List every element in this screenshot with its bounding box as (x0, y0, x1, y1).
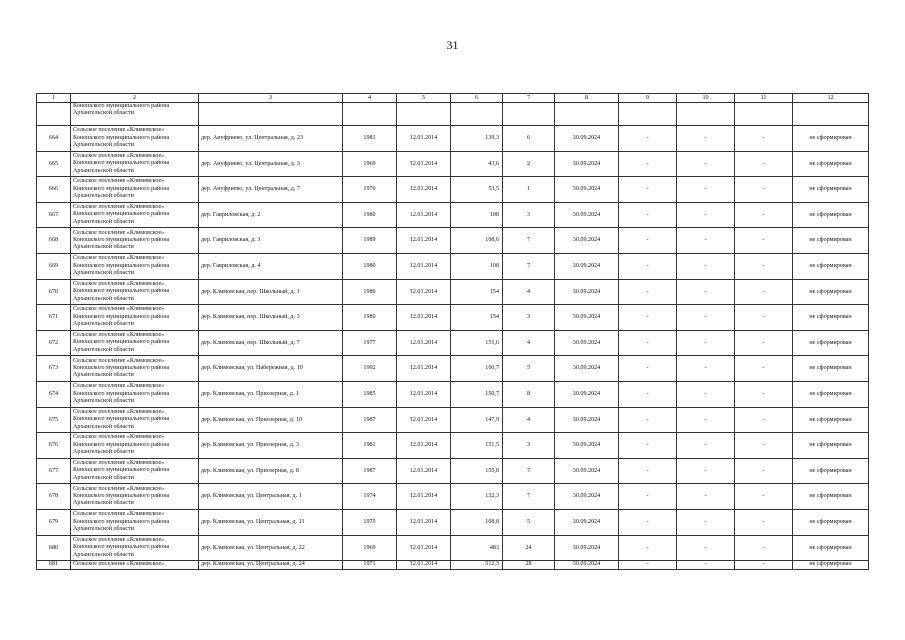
cell-col11: - (735, 407, 793, 433)
cell-col11: - (735, 228, 793, 254)
cell-area: 108,8 (451, 509, 503, 535)
cell-col11: - (735, 279, 793, 305)
cell-deadline: 30.09.2024 (555, 126, 619, 152)
table-row (37, 407, 869, 433)
cell-year: 1980 (343, 202, 397, 228)
cell-date: 12.01.2014 (397, 305, 451, 331)
cell-date: 12.01.2014 (397, 356, 451, 382)
cell-year: 1989 (343, 228, 397, 254)
cell-num: 673 (37, 356, 71, 382)
cell-year: 1981 (343, 126, 397, 152)
cell-deadline: 30.09.2024 (555, 458, 619, 484)
cell-count: 3 (503, 202, 555, 228)
cell-year: 1969 (343, 151, 397, 177)
table-header (37, 94, 869, 103)
cell-col9: - (619, 177, 677, 203)
cell-address: дер. Ануфриево, ул. Центральная, д. 7 (199, 177, 343, 203)
cell-area: 43,6 (451, 151, 503, 177)
cell-num: 681 (37, 561, 71, 570)
cell-year: 1987 (343, 407, 397, 433)
cell-num (37, 103, 71, 126)
cell-year: 1970 (343, 177, 397, 203)
column-header-12: 12 (793, 94, 869, 103)
cell-col11: - (735, 177, 793, 203)
cell-date: 12.01.2014 (397, 202, 451, 228)
cell-col9: - (619, 509, 677, 535)
cell-col9: - (619, 484, 677, 510)
cell-address: дер. Климовская, ул. Приозерная, д. 10 (199, 407, 343, 433)
cell-num: 664 (37, 126, 71, 152)
cell-count: 4 (503, 330, 555, 356)
table-row (37, 279, 869, 305)
cell-area: 512,3 (451, 561, 503, 570)
cell-col9: - (619, 228, 677, 254)
cell-num: 679 (37, 509, 71, 535)
column-header-10: 10 (677, 94, 735, 103)
cell-status: не сформирован (793, 535, 869, 561)
cell-year: 1981 (343, 433, 397, 459)
cell-address: дер. Климовская, пер. Школьный, д. 7 (199, 330, 343, 356)
cell-name: Сельское поселение «Климовское» Коношского муниципального района Архангельской области (71, 484, 199, 510)
column-header-3: 3 (199, 94, 343, 103)
cell-area: 150,7 (451, 381, 503, 407)
table-row (37, 356, 869, 382)
cell-status: не сформирован (793, 561, 869, 570)
cell-col10: - (677, 228, 735, 254)
column-header-1: 1 (37, 94, 71, 103)
cell-num: 666 (37, 177, 71, 203)
cell-area: 139,3 (451, 126, 503, 152)
cell-col11: - (735, 561, 793, 570)
table-row (37, 535, 869, 561)
cell-year: 1980 (343, 253, 397, 279)
table-row (37, 126, 869, 152)
continuation-row (37, 103, 869, 126)
cell-year: 1992 (343, 356, 397, 382)
cell-date: 12.01.2014 (397, 561, 451, 570)
cell-col10: - (677, 151, 735, 177)
housing-table-container (36, 93, 868, 570)
cell-year: 1974 (343, 484, 397, 510)
cell-status: не сформирован (793, 458, 869, 484)
cell-status: не сформирован (793, 126, 869, 152)
cell-col9 (619, 103, 677, 126)
cell-area: 132,3 (451, 484, 503, 510)
cell-status: не сформирован (793, 279, 869, 305)
cell-col10: - (677, 458, 735, 484)
cell-num: 671 (37, 305, 71, 331)
cell-col9: - (619, 458, 677, 484)
cell-col10: - (677, 484, 735, 510)
cell-address: дер. Ануфриево, ул. Центральная, д. 23 (199, 126, 343, 152)
cell-count: 5 (503, 509, 555, 535)
cell-date: 12.01.2014 (397, 253, 451, 279)
cell-name: Сельское поселение «Климовское» Коношского муниципального района Архангельской области (71, 228, 199, 254)
cell-name: Сельское поселение «Климовское» Коношского муниципального района Архангельской области (71, 509, 199, 535)
cell-status: не сформирован (793, 202, 869, 228)
cell-name: Сельское поселение «Климовское» Коношского муниципального района Архангельской области (71, 407, 199, 433)
cell-col9: - (619, 356, 677, 382)
cell-count: 7 (503, 458, 555, 484)
cell-num: 670 (37, 279, 71, 305)
table-row (37, 202, 869, 228)
cell-address: дер. Климовская, пер. Школьный, д. 1 (199, 279, 343, 305)
cell-year: 1985 (343, 381, 397, 407)
cell-status: не сформирован (793, 305, 869, 331)
cell-count: 8 (503, 381, 555, 407)
cell-address: дер. Климовская, ул. Центральная, д. 22 (199, 535, 343, 561)
cell-col10: - (677, 279, 735, 305)
cell-col10: - (677, 433, 735, 459)
cell-col10: - (677, 561, 735, 570)
cell-count: 5 (503, 356, 555, 382)
header-row (37, 94, 869, 103)
cell-address: дер. Гавриловская, д. 2 (199, 202, 343, 228)
cell-address: дер. Климовская, ул. Приозерная, д. 1 (199, 381, 343, 407)
cell-col9: - (619, 407, 677, 433)
cell-status: не сформирован (793, 381, 869, 407)
table-row (37, 151, 869, 177)
column-header-8: 8 (555, 94, 619, 103)
cell-year: 1980 (343, 279, 397, 305)
cell-count: 6 (503, 126, 555, 152)
table-row (37, 177, 869, 203)
cell-col11: - (735, 484, 793, 510)
cell-date: 12.01.2014 (397, 535, 451, 561)
cell-year: 1980 (343, 305, 397, 331)
cell-num: 675 (37, 407, 71, 433)
cell-status (793, 103, 869, 126)
cell-name: Коношского муниципального района Архангельской области (71, 103, 199, 126)
cell-status: не сформирован (793, 433, 869, 459)
cell-col9: - (619, 381, 677, 407)
cell-date: 12.01.2014 (397, 484, 451, 510)
cell-date: 12.01.2014 (397, 509, 451, 535)
table-row (37, 484, 869, 510)
cell-name: Сельское поселение «Климовское» Коношского муниципального района Архангельской области (71, 535, 199, 561)
cell-col9: - (619, 151, 677, 177)
cell-num: 677 (37, 458, 71, 484)
cell-count: 28 (503, 561, 555, 570)
cell-count: 4 (503, 279, 555, 305)
cell-count: 4 (503, 407, 555, 433)
cell-deadline: 30.09.2024 (555, 484, 619, 510)
cell-area: 483 (451, 535, 503, 561)
cell-area: 100,7 (451, 356, 503, 382)
cell-col11 (735, 103, 793, 126)
cell-area: 53,5 (451, 177, 503, 203)
cell-address: дер. Климовская, ул. Центральная, д. 24 (199, 561, 343, 570)
cell-area: 154 (451, 279, 503, 305)
cell-status: не сформирован (793, 509, 869, 535)
cell-status: не сформирован (793, 484, 869, 510)
cell-col10: - (677, 177, 735, 203)
cell-num: 674 (37, 381, 71, 407)
cell-status: не сформирован (793, 407, 869, 433)
cell-date (397, 103, 451, 126)
cell-name: Сельское поселение «Климовское» Коношского муниципального района Архангельской области (71, 433, 199, 459)
cell-num: 680 (37, 535, 71, 561)
cell-col11: - (735, 305, 793, 331)
cell-date: 12.01.2014 (397, 151, 451, 177)
column-header-11: 11 (735, 94, 793, 103)
cell-col9: - (619, 561, 677, 570)
cell-deadline: 30.09.2024 (555, 356, 619, 382)
cell-num: 676 (37, 433, 71, 459)
cell-area: 154 (451, 305, 503, 331)
cell-name: Сельское поселение «Климовское» Коношского муниципального района Архангельской области (71, 177, 199, 203)
table-row (37, 458, 869, 484)
cell-col10: - (677, 381, 735, 407)
cell-area: 108,6 (451, 228, 503, 254)
cell-status: не сформирован (793, 228, 869, 254)
cell-col11: - (735, 458, 793, 484)
cell-count: 7 (503, 228, 555, 254)
table-row (37, 433, 869, 459)
cell-date: 12.01.2014 (397, 407, 451, 433)
column-header-9: 9 (619, 94, 677, 103)
cell-name: Сельское поселение «Климовское» Коношского муниципального района Архангельской области (71, 458, 199, 484)
column-header-4: 4 (343, 94, 397, 103)
cell-deadline: 30.09.2024 (555, 381, 619, 407)
cell-deadline: 30.09.2024 (555, 151, 619, 177)
column-header-5: 5 (397, 94, 451, 103)
table-row (37, 253, 869, 279)
cell-col10 (677, 103, 735, 126)
cell-area (451, 103, 503, 126)
cell-address: дер. Климовская, ул. Приозерная, д. 3 (199, 433, 343, 459)
cell-count: 3 (503, 305, 555, 331)
cell-status: не сформирован (793, 253, 869, 279)
cell-area: 151,6 (451, 330, 503, 356)
cell-col11: - (735, 151, 793, 177)
cell-num: 668 (37, 228, 71, 254)
cell-deadline: 30.09.2024 (555, 561, 619, 570)
cell-num: 665 (37, 151, 71, 177)
cell-address: дер. Гавриловская, д. 4 (199, 253, 343, 279)
housing-table (36, 93, 869, 570)
cell-num: 669 (37, 253, 71, 279)
cell-year: 1971 (343, 561, 397, 570)
cell-status: не сформирован (793, 330, 869, 356)
cell-name: Сельское поселение «Климовское» (71, 561, 199, 570)
cell-col11: - (735, 381, 793, 407)
cell-col9: - (619, 202, 677, 228)
cell-date: 12.01.2014 (397, 330, 451, 356)
cell-status: не сформирован (793, 177, 869, 203)
table-row (37, 561, 869, 570)
cell-col9: - (619, 305, 677, 331)
cell-year: 1977 (343, 330, 397, 356)
cell-address: дер. Климовская, ул. Центральная, д. 1 (199, 484, 343, 510)
cell-count: 2 (503, 151, 555, 177)
table-row (37, 305, 869, 331)
table-row (37, 381, 869, 407)
cell-num: 667 (37, 202, 71, 228)
cell-date: 12.01.2014 (397, 381, 451, 407)
cell-name: Сельское поселение «Климовское» Коношского муниципального района Архангельской области (71, 253, 199, 279)
cell-status: не сформирован (793, 356, 869, 382)
cell-area: 108 (451, 202, 503, 228)
cell-deadline: 30.09.2024 (555, 253, 619, 279)
table-body (37, 103, 869, 570)
cell-deadline: 30.09.2024 (555, 509, 619, 535)
column-header-7: 7 (503, 94, 555, 103)
table-row (37, 509, 869, 535)
cell-deadline: 30.09.2024 (555, 433, 619, 459)
cell-area: 155,8 (451, 458, 503, 484)
cell-area: 147,9 (451, 407, 503, 433)
cell-col10: - (677, 509, 735, 535)
cell-col10: - (677, 330, 735, 356)
cell-deadline (555, 103, 619, 126)
cell-date: 12.01.2014 (397, 126, 451, 152)
cell-name: Сельское поселение «Климовское» Коношского муниципального района Архангельской области (71, 356, 199, 382)
cell-col9: - (619, 279, 677, 305)
cell-address: дер. Гавриловская, д. 3 (199, 228, 343, 254)
cell-address: дер. Климовская, пер. Школьный, д. 3 (199, 305, 343, 331)
cell-deadline: 30.09.2024 (555, 330, 619, 356)
cell-address: дер. Климовская, ул. Набережная, д. 10 (199, 356, 343, 382)
cell-address: дер. Ануфриево, ул. Центральная, д. 3 (199, 151, 343, 177)
cell-deadline: 30.09.2024 (555, 228, 619, 254)
cell-col11: - (735, 535, 793, 561)
cell-col11: - (735, 126, 793, 152)
cell-count: 7 (503, 484, 555, 510)
cell-col10: - (677, 305, 735, 331)
cell-col9: - (619, 433, 677, 459)
cell-date: 12.01.2014 (397, 228, 451, 254)
cell-count: 7 (503, 253, 555, 279)
cell-col9: - (619, 253, 677, 279)
cell-name: Сельское поселение «Климовское» Коношского муниципального района Архангельской области (71, 330, 199, 356)
cell-area: 151,5 (451, 433, 503, 459)
cell-col10: - (677, 356, 735, 382)
table-row (37, 228, 869, 254)
cell-year: 1969 (343, 535, 397, 561)
cell-name: Сельское поселение «Климовское» Коношского муниципального района Архангельской области (71, 279, 199, 305)
cell-name: Сельское поселение «Климовское» Коношского муниципального района Архангельской области (71, 381, 199, 407)
cell-deadline: 30.09.2024 (555, 535, 619, 561)
cell-name: Сельское поселение «Климовское» Коношского муниципального района Архангельской области (71, 305, 199, 331)
cell-count: 1 (503, 177, 555, 203)
cell-name: Сельское поселение «Климовское» Коношского муниципального района Архангельской области (71, 151, 199, 177)
cell-col9: - (619, 330, 677, 356)
cell-col11: - (735, 202, 793, 228)
cell-deadline: 30.09.2024 (555, 279, 619, 305)
cell-deadline: 30.09.2024 (555, 202, 619, 228)
cell-count: 3 (503, 433, 555, 459)
cell-deadline: 30.09.2024 (555, 177, 619, 203)
cell-col11: - (735, 356, 793, 382)
cell-address: дер. Климовская, ул. Приозерная, д. 8 (199, 458, 343, 484)
cell-col10: - (677, 202, 735, 228)
cell-col11: - (735, 330, 793, 356)
column-header-2: 2 (71, 94, 199, 103)
cell-col10: - (677, 253, 735, 279)
cell-col10: - (677, 407, 735, 433)
cell-date: 12.01.2014 (397, 433, 451, 459)
cell-deadline: 30.09.2024 (555, 407, 619, 433)
cell-date: 12.01.2014 (397, 177, 451, 203)
cell-count: 24 (503, 535, 555, 561)
cell-col11: - (735, 433, 793, 459)
cell-year: 1975 (343, 509, 397, 535)
table-row (37, 330, 869, 356)
cell-status: не сформирован (793, 151, 869, 177)
cell-name: Сельское поселение «Климовское» Коношского муниципального района Архангельской области (71, 202, 199, 228)
cell-year: 1987 (343, 458, 397, 484)
cell-address (199, 103, 343, 126)
cell-num: 672 (37, 330, 71, 356)
cell-col10: - (677, 535, 735, 561)
column-header-6: 6 (451, 94, 503, 103)
cell-area: 108 (451, 253, 503, 279)
cell-col11: - (735, 253, 793, 279)
cell-col10: - (677, 126, 735, 152)
cell-date: 12.01.2014 (397, 279, 451, 305)
cell-col9: - (619, 126, 677, 152)
cell-deadline: 30.09.2024 (555, 305, 619, 331)
cell-name: Сельское поселение «Климовское» Коношского муниципального района Архангельской области (71, 126, 199, 152)
cell-count (503, 103, 555, 126)
cell-col11: - (735, 509, 793, 535)
cell-year (343, 103, 397, 126)
cell-num: 678 (37, 484, 71, 510)
cell-address: дер. Климовская, ул. Центральная, д. 11 (199, 509, 343, 535)
page-number: 31 (446, 38, 459, 52)
cell-col9: - (619, 535, 677, 561)
cell-date: 12.01.2014 (397, 458, 451, 484)
